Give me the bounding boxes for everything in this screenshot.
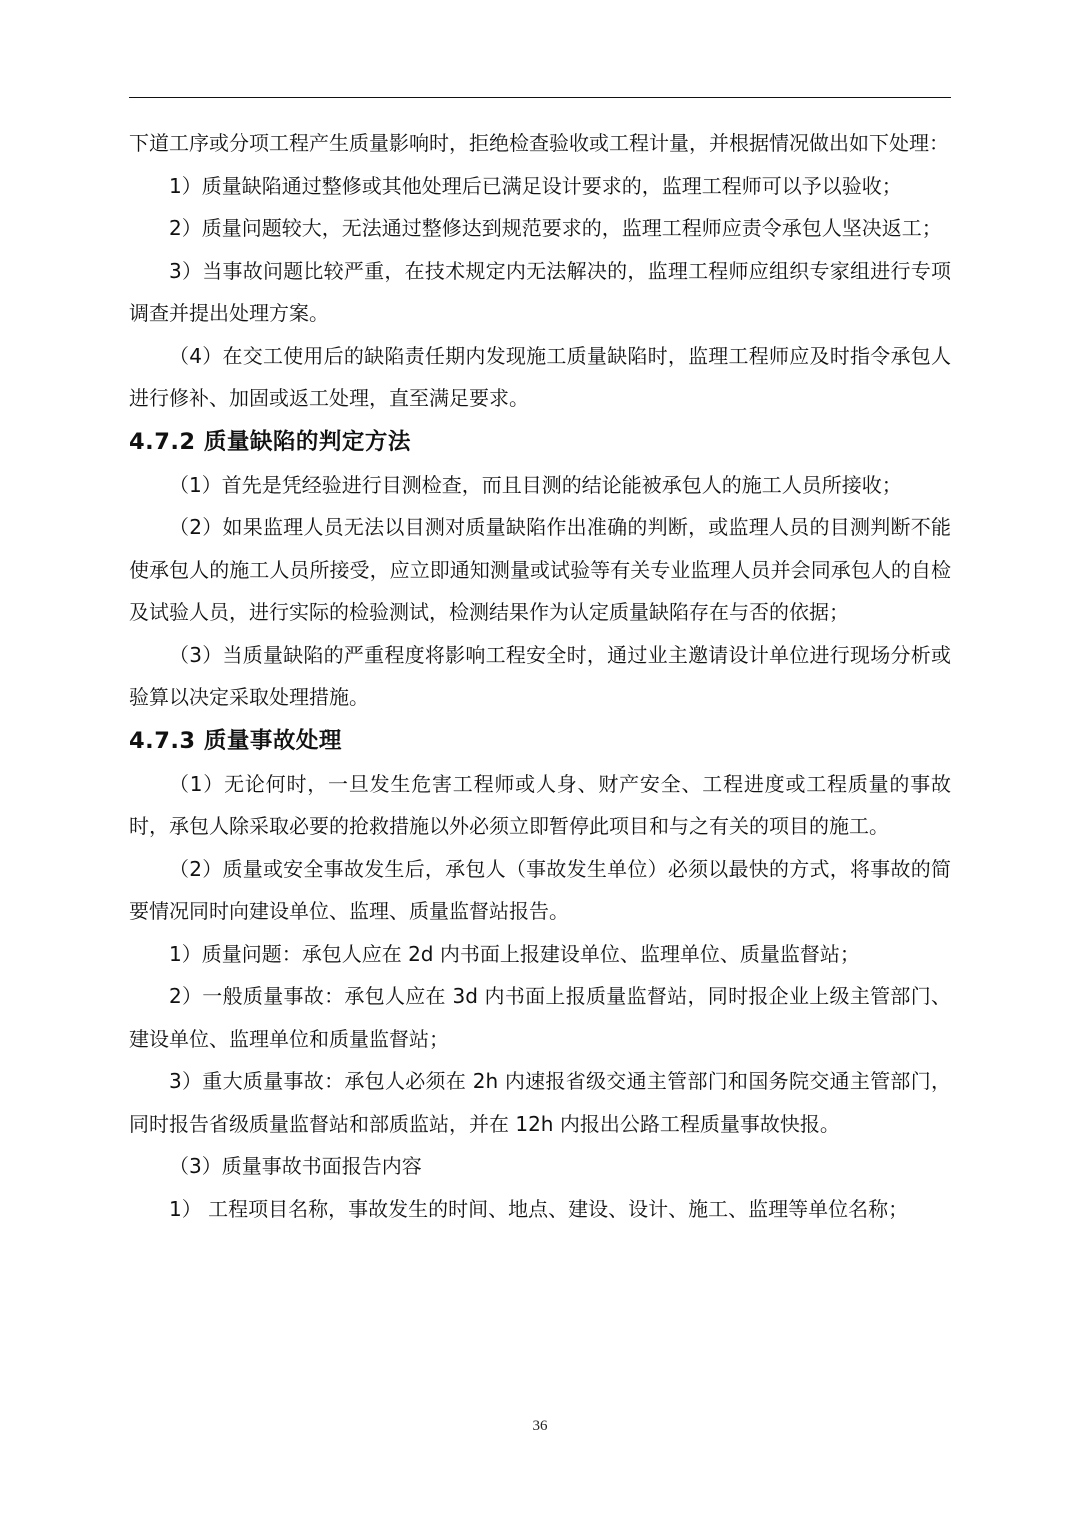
paragraph: （4）在交工使用后的缺陷责任期内发现施工质量缺陷时，监理工程师应及时指令承包人进行修补、加固或返工处理，直至满足要求。 [129,343,951,410]
section-heading: 4.7.2 质量缺陷的判定方法 [129,428,411,455]
paragraph: 1）质量问题：承包人应在 2d 内书面上报建设单位、监理单位、质量监督站； [169,941,860,966]
paragraph: 1）质量缺陷通过整修或其他处理后已满足设计要求的，监理工程师可以予以验收； [169,173,902,198]
paragraph: 3）重大质量事故：承包人必须在 2h 内速报省级交通主管部门和国务院交通主管部门，同时报告省级质量监督站和部质监站，并在 12h 内报出公路工程质量事故快报。 [129,1069,951,1136]
paragraph: 2）一般质量事故：承包人应在 3d 内书面上报质量监督站，同时报企业上级主管部门、建设单位、监理单位和质量监督站； [129,984,951,1051]
paragraph: （3）当质量缺陷的严重程度将影响工程安全时，通过业主邀请设计单位进行现场分析或验算以决定采取处理措施。 [129,642,951,709]
paragraph: 1） 工程项目名称，事故发生的时间、地点、建设、设计、施工、监理等单位名称； [169,1196,909,1221]
paragraph: （2）如果监理人员无法以目测对质量缺陷作出准确的判断，或监理人员的目测判断不能使承包人的施工人员所接受，应立即通知测量或试验等有关专业监理人员并会同承包人的自检及试验人员，进行实际的检验测试，检测结果作为认定质量缺陷存在与否的依据； [129,515,951,624]
paragraph: （1）首先是凭经验进行目测检查，而且目测的结论能被承包人的施工人员所接收； [169,472,902,497]
document-body [129,122,951,1230]
header-rule [129,97,951,98]
section-heading: 4.7.3 质量事故处理 [129,727,342,754]
paragraph: 2）质量问题较大，无法通过整修达到规范要求的，监理工程师应责令承包人坚决返工； [169,216,942,240]
paragraph: （1）无论何时，一旦发生危害工程师或人身、财产安全、工程进度或工程质量的事故时，承包人除采取必要的抢救措施以外必须立即暂停此项目和与之有关的项目的施工。 [129,771,951,838]
page-number: 36 [532,1418,548,1434]
paragraph: （2）质量或安全事故发生后，承包人（事故发生单位）必须以最快的方式，将事故的简要情况同时向建设单位、监理、质量监督站报告。 [129,856,951,923]
paragraph: 下道工序或分项工程产生质量影响时，拒绝检查验收或工程计量，并根据情况做出如下处理： [129,131,949,155]
paragraph: 3）当事故问题比较严重，在技术规定内无法解决的，监理工程师应组织专家组进行专项调查并提出处理方案。 [129,258,951,325]
paragraph: （3）质量事故书面报告内容 [169,1154,422,1178]
